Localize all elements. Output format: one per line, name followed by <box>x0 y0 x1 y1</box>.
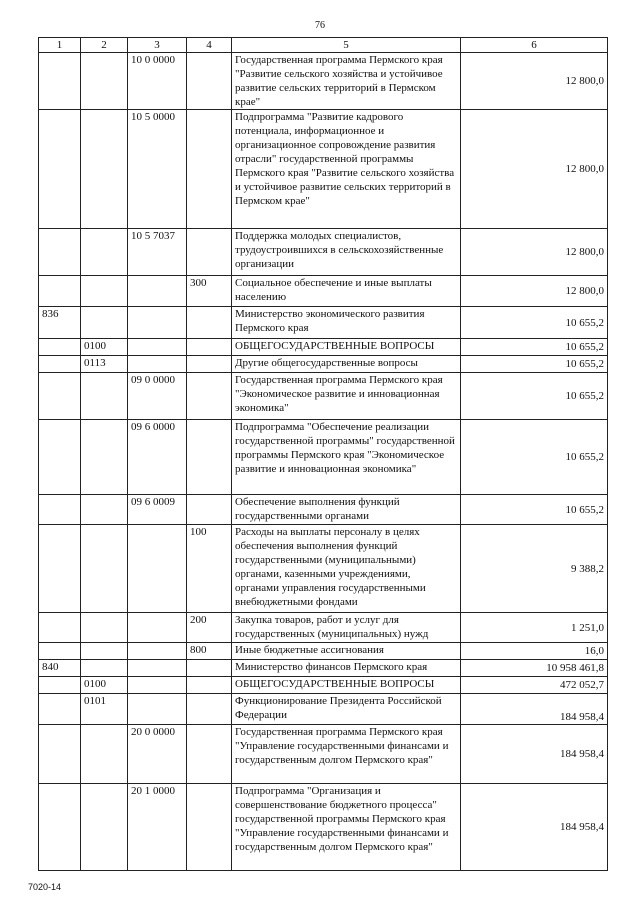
col1-code: 836 <box>39 307 81 339</box>
col1-code <box>39 420 81 495</box>
col2-section <box>81 643 128 660</box>
header-col-5: 5 <box>232 38 461 53</box>
budget-table <box>38 37 608 871</box>
col6-amount: 184 958,4 <box>461 694 608 725</box>
col6-amount: 10 655,2 <box>461 307 608 339</box>
header-col-1: 1 <box>39 38 81 53</box>
col6-amount: 1 251,0 <box>461 613 608 643</box>
col5-name: Подпрограмма "Организация и совершенствование бюджетного процесса" государственной программы Пермского края "Управление государственными финансами и государственным долгом Пермского края" <box>232 784 461 871</box>
header-row <box>39 38 608 53</box>
header-col-4: 4 <box>187 38 232 53</box>
col5-name: Расходы на выплаты персоналу в целях обеспечения выполнения функций государственными (муниципальными) органами, казенными учреждениями, органами управления государственными внебюджетными фондами <box>232 525 461 613</box>
col3-target <box>128 339 187 356</box>
header-col-3: 3 <box>128 38 187 53</box>
col4-expense-type <box>187 356 232 373</box>
col1-code <box>39 784 81 871</box>
col2-section: 0100 <box>81 339 128 356</box>
col3-target: 20 0 0000 <box>128 725 187 784</box>
col5-name: Поддержка молодых специалистов, трудоустроившихся в сельскохозяйственные организации <box>232 229 461 276</box>
table-row <box>39 725 608 784</box>
table-row <box>39 694 608 725</box>
col2-section <box>81 110 128 229</box>
col1-code <box>39 525 81 613</box>
col2-section <box>81 525 128 613</box>
col4-expense-type: 200 <box>187 613 232 643</box>
col3-target: 10 0 0000 <box>128 53 187 110</box>
table-row <box>39 373 608 420</box>
col4-expense-type: 800 <box>187 643 232 660</box>
page-number: 76 <box>315 20 325 31</box>
col1-code <box>39 613 81 643</box>
col1-code <box>39 229 81 276</box>
col4-expense-type <box>187 307 232 339</box>
table-row <box>39 613 608 643</box>
col3-target: 10 5 0000 <box>128 110 187 229</box>
table-row <box>39 495 608 525</box>
col4-expense-type <box>187 660 232 677</box>
col6-amount: 9 388,2 <box>461 525 608 613</box>
col6-amount: 10 655,2 <box>461 373 608 420</box>
col5-name: Подпрограмма "Обеспечение реализации государственной программы" государственной программы Пермского края "Экономическое развитие и инновационная экономика" <box>232 420 461 495</box>
col6-amount: 10 655,2 <box>461 356 608 373</box>
col4-expense-type <box>187 339 232 356</box>
col3-target <box>128 643 187 660</box>
col5-name: Иные бюджетные ассигнования <box>232 643 461 660</box>
col4-expense-type <box>187 373 232 420</box>
col3-target <box>128 356 187 373</box>
col3-target: 09 6 0009 <box>128 495 187 525</box>
col4-expense-type: 100 <box>187 525 232 613</box>
col3-target <box>128 525 187 613</box>
col2-section <box>81 307 128 339</box>
col6-amount: 10 655,2 <box>461 420 608 495</box>
col1-code <box>39 356 81 373</box>
col4-expense-type <box>187 677 232 694</box>
table-row <box>39 784 608 871</box>
col6-amount: 184 958,4 <box>461 784 608 871</box>
col3-target <box>128 307 187 339</box>
table-row <box>39 525 608 613</box>
col2-section <box>81 613 128 643</box>
header-col-6: 6 <box>461 38 608 53</box>
col4-expense-type <box>187 495 232 525</box>
col2-section: 0113 <box>81 356 128 373</box>
col5-name: Функционирование Президента Российской Федерации <box>232 694 461 725</box>
col3-target: 10 5 7037 <box>128 229 187 276</box>
col6-amount: 12 800,0 <box>461 229 608 276</box>
col2-section <box>81 373 128 420</box>
col2-section: 0101 <box>81 694 128 725</box>
col4-expense-type <box>187 725 232 784</box>
col5-name: ОБЩЕГОСУДАРСТВЕННЫЕ ВОПРОСЫ <box>232 677 461 694</box>
table-row <box>39 276 608 307</box>
table-row <box>39 110 608 229</box>
table-row <box>39 307 608 339</box>
col1-code <box>39 643 81 660</box>
table-row <box>39 643 608 660</box>
col5-name: Подпрограмма "Развитие кадрового потенциала, информационное и организационное сопровождение развития отрасли" государственной программы Пермского края "Развитие сельского хозяйства и устойчивое развитие сельских территорий в Пермском крае" <box>232 110 461 229</box>
col2-section <box>81 495 128 525</box>
table-row <box>39 53 608 110</box>
footer-code: 7020-14 <box>28 882 62 892</box>
col2-section <box>81 276 128 307</box>
col6-amount: 12 800,0 <box>461 110 608 229</box>
col2-section <box>81 660 128 677</box>
col6-amount: 10 655,2 <box>461 495 608 525</box>
col1-code <box>39 495 81 525</box>
col3-target <box>128 677 187 694</box>
col1-code <box>39 110 81 229</box>
col2-section: 0100 <box>81 677 128 694</box>
col1-code <box>39 339 81 356</box>
col4-expense-type <box>187 420 232 495</box>
col2-section <box>81 229 128 276</box>
col3-target: 09 0 0000 <box>128 373 187 420</box>
col1-code <box>39 276 81 307</box>
col6-amount: 184 958,4 <box>461 725 608 784</box>
col5-name: Министерство финансов Пермского края <box>232 660 461 677</box>
col4-expense-type: 300 <box>187 276 232 307</box>
col5-name: Государственная программа Пермского края "Экономическое развитие и инновационная экономика" <box>232 373 461 420</box>
col2-section <box>81 420 128 495</box>
col1-code <box>39 53 81 110</box>
col5-name: Государственная программа Пермского края "Управление государственными финансами и государственным долгом Пермского края" <box>232 725 461 784</box>
col1-code <box>39 677 81 694</box>
table-row <box>39 677 608 694</box>
col3-target: 09 6 0000 <box>128 420 187 495</box>
table-row <box>39 229 608 276</box>
col4-expense-type <box>187 784 232 871</box>
col2-section <box>81 53 128 110</box>
col3-target <box>128 694 187 725</box>
col4-expense-type <box>187 53 232 110</box>
col5-name: Закупка товаров, работ и услуг для государственных (муниципальных) нужд <box>232 613 461 643</box>
col5-name: Обеспечение выполнения функций государственными органами <box>232 495 461 525</box>
col6-amount: 16,0 <box>461 643 608 660</box>
col5-name: ОБЩЕГОСУДАРСТВЕННЫЕ ВОПРОСЫ <box>232 339 461 356</box>
col3-target <box>128 613 187 643</box>
col4-expense-type <box>187 694 232 725</box>
table-row <box>39 660 608 677</box>
col4-expense-type <box>187 110 232 229</box>
table-row <box>39 420 608 495</box>
col5-name: Другие общегосударственные вопросы <box>232 356 461 373</box>
col1-code <box>39 725 81 784</box>
col6-amount: 472 052,7 <box>461 677 608 694</box>
col3-target <box>128 660 187 677</box>
col6-amount: 12 800,0 <box>461 276 608 307</box>
col1-code <box>39 694 81 725</box>
col6-amount: 10 655,2 <box>461 339 608 356</box>
col5-name: Государственная программа Пермского края "Развитие сельского хозяйства и устойчивое развитие сельских территорий в Пермском крае" <box>232 53 461 110</box>
col1-code <box>39 373 81 420</box>
col2-section <box>81 725 128 784</box>
col5-name: Социальное обеспечение и иные выплаты населению <box>232 276 461 307</box>
col4-expense-type <box>187 229 232 276</box>
col2-section <box>81 784 128 871</box>
header-col-2: 2 <box>81 38 128 53</box>
col5-name: Министерство экономического развития Пермского края <box>232 307 461 339</box>
col3-target: 20 1 0000 <box>128 784 187 871</box>
col6-amount: 10 958 461,8 <box>461 660 608 677</box>
table-row <box>39 339 608 356</box>
col1-code: 840 <box>39 660 81 677</box>
col6-amount: 12 800,0 <box>461 53 608 110</box>
col3-target <box>128 276 187 307</box>
table-row <box>39 356 608 373</box>
